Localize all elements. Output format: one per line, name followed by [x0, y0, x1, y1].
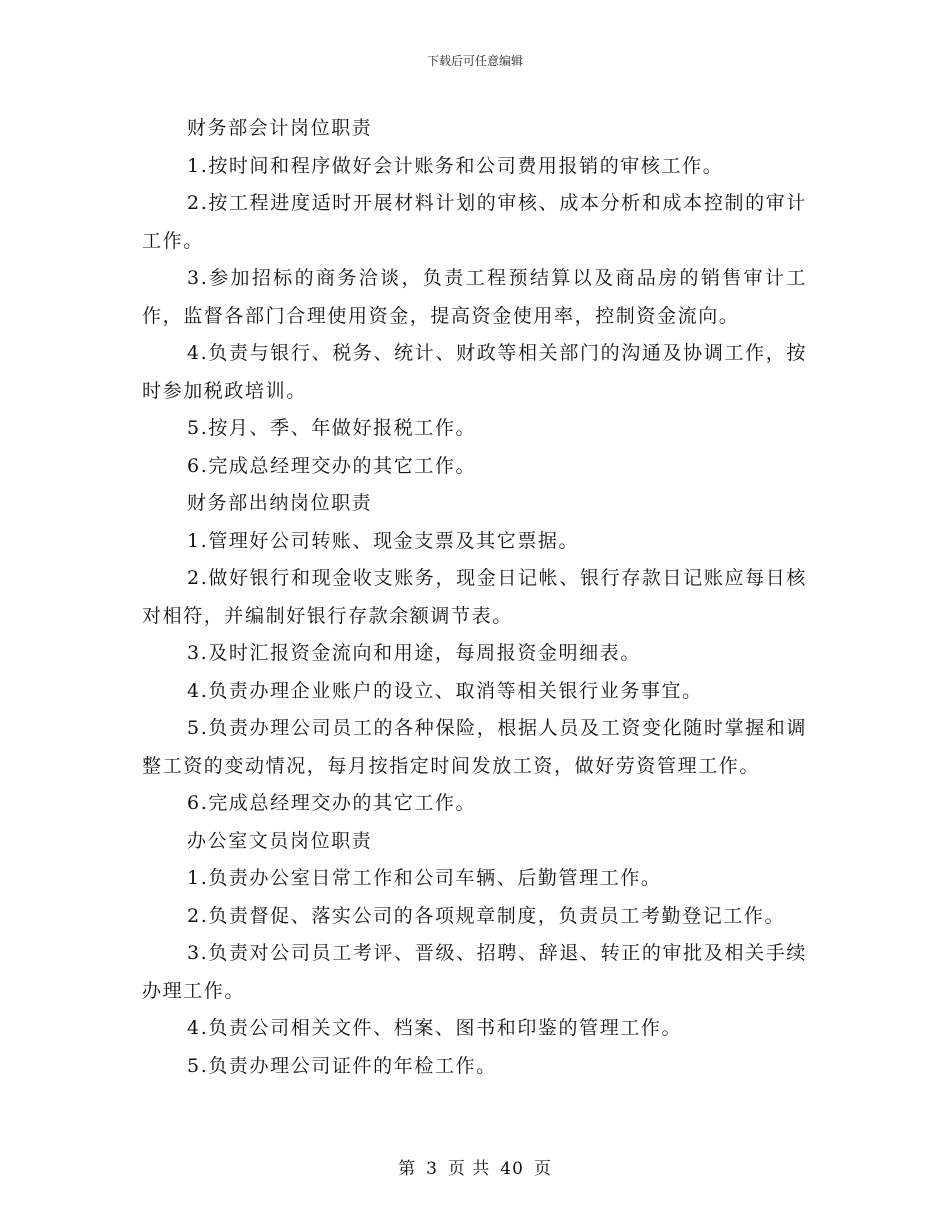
- paragraph: 5.负责办理公司员工的各种保险，根据人员及工资变化随时掌握和调整工资的变动情况，每月按指定时间发放工资，做好劳资管理工作。: [142, 717, 807, 777]
- paragraph: 2.做好银行和现金收支账务，现金日记帐、银行存款日记账应每日核对相符，并编制好银行存款余额调节表。: [142, 567, 807, 627]
- page-number: 3: [426, 1159, 438, 1179]
- paragraph: 6.完成总经理交办的其它工作。: [187, 454, 477, 477]
- total-pages: 40: [500, 1159, 524, 1179]
- paragraph: 6.完成总经理交办的其它工作。: [187, 792, 477, 814]
- footer-suffix: 页: [533, 1159, 552, 1179]
- paragraph: 1.管理好公司转账、现金支票及其它票据。: [187, 529, 580, 552]
- paragraph: 1.按时间和程序做好会计账务和公司费用报销的审核工作。: [187, 154, 724, 177]
- paragraph: 4.负责与银行、税务、统计、财政等相关部门的沟通及协调工作，按时参加税政培训。: [142, 342, 807, 402]
- section-heading-accounting: 财务部会计岗位职责: [187, 117, 373, 139]
- section-heading-office-clerk: 办公室文员岗位职责: [187, 829, 373, 852]
- section-heading-cashier: 财务部出纳岗位职责: [187, 492, 373, 514]
- page-footer: [0, 1154, 950, 1179]
- paragraph: 3.及时汇报资金流向和用途，每周报资金明细表。: [187, 642, 641, 664]
- paragraph: 2.按工程进度适时开展材料计划的审核、成本分析和成本控制的审计工作。: [142, 192, 807, 252]
- document-body: [142, 110, 807, 1085]
- paragraph: 3.负责对公司员工考评、晋级、招聘、辞退、转正的审批及相关手续办理工作。: [142, 942, 807, 1002]
- paragraph: 3.参加招标的商务洽谈，负责工程预结算以及商品房的销售审计工作，监督各部门合理使用资金，提高资金使用率，控制资金流向。: [142, 267, 807, 327]
- footer-mid: 页 共: [447, 1159, 491, 1179]
- footer-prefix: 第: [398, 1159, 417, 1179]
- paragraph: 1.负责办公室日常工作和公司车辆、后勤管理工作。: [187, 867, 662, 889]
- paragraph: 4.负责办理企业账户的设立、取消等相关银行业务事宜。: [187, 679, 703, 702]
- paragraph: 4.负责公司相关文件、档案、图书和印鉴的管理工作。: [187, 1017, 683, 1039]
- page-header: 下载后可任意编辑: [426, 54, 523, 68]
- paragraph: 5.按月、季、年做好报税工作。: [187, 417, 477, 439]
- paragraph: 5.负责办理公司证件的年检工作。: [187, 1054, 497, 1077]
- paragraph: 2.负责督促、落实公司的各项规章制度，负责员工考勤登记工作。: [187, 904, 786, 927]
